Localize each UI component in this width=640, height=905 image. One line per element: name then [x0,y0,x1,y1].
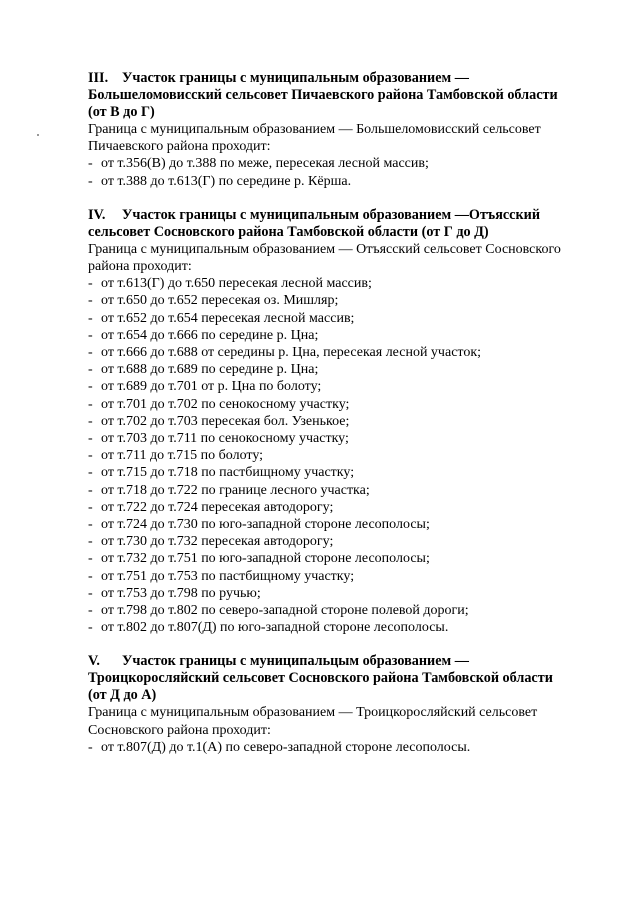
list-dash: - [88,585,93,601]
intro-line: района проходит: [88,259,192,275]
list-dash: - [88,620,93,636]
list-item [88,464,618,481]
heading-line: Троицкоросляйский сельсовет Сосновского района Тамбовской области [88,670,553,687]
section-number: III. [88,70,109,86]
section-number: IV. [88,206,106,223]
list-dash: - [88,413,93,429]
list-item [88,292,618,309]
list-dash: - [88,431,93,447]
heading-line: сельсовет Сосновского района Тамбовской области (от Г до Д) [88,223,489,240]
list-item [88,430,618,447]
list-item [88,344,618,361]
list-item [88,396,618,413]
list-item [88,447,618,464]
list-item-text: от т.730 до т.732 пересекая автодорогу; [101,534,334,550]
intro-line: Граница с муниципальным образованием — Большеломовисский сельсовет [88,122,541,137]
list-item-text: от т.798 до т.802 по северо-западной стороне полевой дороги; [101,603,469,619]
list-dash: - [88,276,93,292]
list-dash: - [88,499,93,515]
list-item-text: от т.688 до т.689 по середине р. Цна; [101,362,319,378]
heading-line: (от В до Г) [88,104,155,120]
list-item-text: от т.650 до т.652 пересекая оз. Мишляр; [101,293,339,309]
section-intro [88,704,618,738]
section-intro [88,121,618,155]
list-item-text: от т.753 до т.798 по ручью; [101,585,261,601]
section-heading [88,653,618,704]
list-item-text: от т.732 до т.751 по юго-западной стороне лесополосы; [101,551,430,567]
list-item [88,585,618,602]
list-item-text: от т.702 до т.703 пересекая бол. Узенькое; [101,413,350,429]
boundary-list [88,275,618,636]
list-dash: - [88,327,93,343]
heading-line: Участок границы с муниципальцым образованием — [122,653,469,670]
list-dash: - [88,603,93,619]
list-dash: - [88,310,93,326]
list-item [88,550,618,567]
list-item [88,602,618,619]
section-iii [88,70,618,190]
intro-line: Пичаевского района проходит: [88,139,271,155]
list-item-text: от т.652 до т.654 пересекая лесной массив; [101,310,355,326]
list-item-text: от т.724 до т.730 по юго-западной стороне лесополосы; [101,517,430,533]
boundary-list [88,155,618,189]
section-number: V. [88,653,100,670]
list-item-text: от т.666 до т.688 от середины р. Цна, пересекая лесной участок; [101,345,482,361]
list-item-text: от т.807(Д) до т.1(А) по северо-западной стороне лесополосы. [101,739,471,755]
list-item [88,739,618,756]
list-dash: - [88,465,93,481]
list-dash: - [88,345,93,361]
heading-line: (от Д до А) [88,687,157,704]
list-item-text: от т.689 до т.701 от р. Цна по болоту; [101,379,322,395]
list-item [88,275,618,292]
section-heading [88,207,618,241]
list-item [88,499,618,516]
list-item [88,482,618,499]
heading-line: Участок границы с муниципальным образованием —Отъясский [122,206,540,223]
heading-line: Большеломовисский сельсовет Пичаевского района Тамбовской области [88,87,558,103]
list-dash: - [88,482,93,498]
list-dash: - [88,362,93,378]
scan-speck [37,134,39,136]
list-dash: - [88,739,93,755]
list-item [88,378,618,395]
list-item [88,413,618,430]
list-item-text: от т.388 до т.613(Г) по середине р. Кёрша. [101,173,352,189]
document-page [88,70,618,756]
list-item-text: от т.718 до т.722 по границе лесного участка; [101,482,370,498]
list-dash: - [88,551,93,567]
list-item [88,568,618,585]
section-v [88,653,618,756]
list-item-text: от т.703 до т.711 по сенокосному участку; [101,431,349,447]
intro-line: Граница с муниципальным образованием — Троицкоросляйский сельсовет [88,705,538,721]
list-item-text: от т.802 до т.807(Д) по юго-западной стороне лесополосы. [101,620,449,636]
list-item-text: от т.751 до т.753 по пастбищному участку; [101,568,355,584]
list-dash: - [88,379,93,395]
intro-line: Сосновского района проходит: [88,722,271,738]
list-item-text: от т.356(В) до т.388 по меже, пересекая лесной массив; [101,156,429,172]
boundary-list [88,739,618,756]
heading-line: Участок границы с муниципальным образованием — [122,70,469,86]
list-item [88,173,618,190]
list-item-text: от т.722 до т.724 пересекая автодорогу; [101,499,334,515]
list-dash: - [88,568,93,584]
list-dash: - [88,396,93,412]
list-item-text: от т.613(Г) до т.650 пересекая лесной массив; [101,276,372,292]
list-dash: - [88,448,93,464]
list-item-text: от т.701 до т.702 по сенокосному участку; [101,396,350,412]
list-item [88,155,618,172]
list-item [88,310,618,327]
list-dash: - [88,173,93,189]
list-item [88,619,618,636]
list-dash: - [88,517,93,533]
list-item [88,533,618,550]
section-intro [88,241,618,275]
list-dash: - [88,293,93,309]
list-item-text: от т.711 до т.715 по болоту; [101,448,264,464]
list-item [88,361,618,378]
list-dash: - [88,156,93,172]
intro-line: Граница с муниципальным образованием — Отъясский сельсовет Сосновского [88,241,561,257]
list-item [88,327,618,344]
section-iv [88,207,618,637]
list-dash: - [88,534,93,550]
list-item [88,516,618,533]
section-heading [88,70,618,121]
list-item-text: от т.654 до т.666 по середине р. Цна; [101,327,319,343]
list-item-text: от т.715 до т.718 по пастбищному участку; [101,465,355,481]
